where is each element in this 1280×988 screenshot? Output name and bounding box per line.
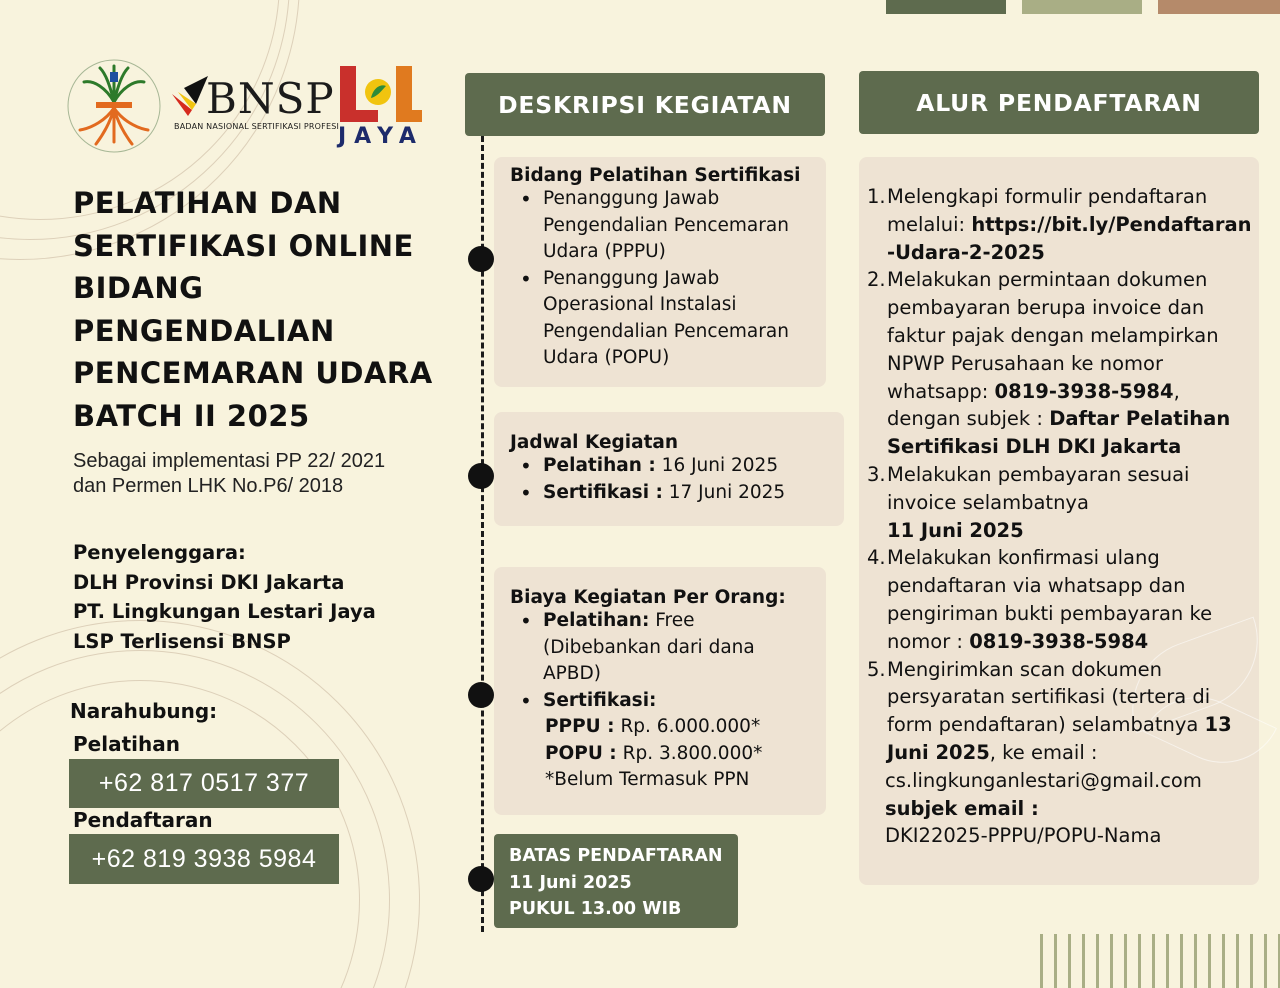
top-strip-light bbox=[1022, 0, 1142, 14]
timeline-dot bbox=[468, 463, 494, 489]
pppu-label: PPPU : bbox=[545, 716, 615, 737]
step-item bbox=[867, 183, 1259, 266]
list-item bbox=[510, 608, 816, 688]
whatsapp-number[interactable]: 0819-3938-5984 bbox=[994, 379, 1174, 403]
step-number: 4. bbox=[867, 546, 886, 570]
registration-flow-header: ALUR PENDAFTARAN bbox=[859, 71, 1259, 134]
cost-list bbox=[510, 608, 816, 794]
schedule-cert-date: 17 Juni 2025 bbox=[668, 481, 786, 503]
contact-registration-phone[interactable]: +62 819 3938 5984 bbox=[69, 834, 339, 884]
price-row bbox=[545, 741, 816, 768]
llj-logo-text: JAYA bbox=[338, 124, 424, 149]
schedule-training-date: 16 Juni 2025 bbox=[661, 455, 779, 476]
schedule-cert-label: Sertifikasi : bbox=[543, 481, 663, 503]
email-subject-label: subjek email : bbox=[885, 796, 1039, 820]
schedule-training-label: Pelatihan : bbox=[543, 455, 656, 476]
field-list bbox=[510, 186, 816, 372]
cost-training-value: Free (Dibebankan dari dana APBD) bbox=[543, 610, 755, 684]
llj-logo bbox=[338, 66, 422, 126]
organizer-item: PT. Lingkungan Lestari Jaya bbox=[73, 600, 376, 623]
organizer-label: Penyelenggara: bbox=[73, 541, 246, 564]
title-line: PELATIHAN DAN bbox=[73, 186, 342, 220]
bnsp-logo-subtitle: BADAN NASIONAL SERTIFIKASI PROFESI bbox=[174, 122, 340, 131]
step-text: , ke email : bbox=[989, 740, 1098, 764]
payment-deadline: 11 Juni 2025 bbox=[887, 518, 1024, 542]
contact-training-label: Pelatihan bbox=[73, 732, 180, 756]
dlh-logo bbox=[66, 58, 162, 154]
organizer-item: DLH Provinsi DKI Jakarta bbox=[73, 570, 345, 594]
list-item bbox=[510, 453, 834, 480]
registration-steps bbox=[867, 183, 1259, 850]
bnsp-mark-icon bbox=[170, 74, 210, 118]
deadline-line: 11 Juni 2025 bbox=[509, 872, 632, 893]
subtitle-line: dan Permen LHK No.P6/ 2018 bbox=[73, 475, 344, 497]
title-line: PENCEMARAN UDARA bbox=[73, 356, 433, 390]
organizer-block bbox=[73, 538, 376, 656]
timeline-dot bbox=[468, 682, 494, 708]
deadline-box bbox=[494, 834, 738, 928]
step-number: 2. bbox=[867, 268, 886, 292]
contact-registration-label: Pendaftaran bbox=[73, 808, 213, 832]
contact-label: Narahubung: bbox=[70, 699, 218, 723]
step-text: Melengkapi formulir pendaftaran melalui: bbox=[887, 185, 1208, 236]
field-card-title: Bidang Pelatihan Sertifikasi bbox=[510, 165, 801, 186]
step-text: , dengan subjek : bbox=[887, 379, 1180, 431]
step-item bbox=[867, 266, 1259, 461]
schedule-card bbox=[494, 412, 844, 526]
step-text: Melakukan konfirmasi ulang pendaftaran via whatsapp dan pengiriman bukti pembayaran ke nomor : bbox=[887, 546, 1213, 653]
schedule-list bbox=[510, 453, 834, 506]
step-item bbox=[867, 461, 1259, 544]
top-strip-brown bbox=[1158, 0, 1280, 14]
decorative-stripes bbox=[1040, 934, 1280, 988]
deadline-line: BATAS PENDAFTARAN bbox=[509, 846, 723, 866]
document-deadline: 13 Juni 2025 bbox=[887, 713, 1232, 764]
cost-cert-label: Sertifikasi: bbox=[543, 689, 657, 711]
list-item bbox=[510, 480, 834, 507]
step-number: 5. bbox=[867, 657, 886, 681]
step-item bbox=[867, 544, 1259, 655]
schedule-card-title: Jadwal Kegiatan bbox=[510, 432, 679, 453]
bnsp-logo-text: BNSP bbox=[206, 74, 335, 123]
list-item: • Penanggung Jawab Pengendalian Pencemaran Udara (PPPU) bbox=[510, 186, 816, 266]
registration-link[interactable]: https://bit.ly/Pendaftaran-Udara-2-2025 bbox=[887, 212, 1252, 264]
step-number: 1. bbox=[867, 185, 886, 208]
field-card bbox=[494, 157, 826, 387]
title-line: SERTIFIKASI ONLINE bbox=[73, 228, 414, 263]
confirmation-number[interactable]: 0819-3938-5984 bbox=[969, 629, 1149, 653]
step-text: Mengirimkan scan dokumen persyaratan sertifikasi (tertera di form pendaftaran) selambatnya bbox=[887, 657, 1211, 737]
popu-price: Rp. 3.800.000* bbox=[622, 742, 763, 764]
step-text: Melakukan permintaan dokumen pembayaran berupa invoice dan faktur pajak dengan melampirkan NPWP Perusahaan ke nomor whatsapp: bbox=[887, 268, 1219, 403]
top-strip-dark bbox=[886, 0, 1006, 14]
cost-card-title: Biaya Kegiatan Per Orang: bbox=[510, 587, 786, 608]
organizer-item: LSP Terlisensi BNSP bbox=[73, 629, 291, 653]
cost-training-label: Pelatihan: bbox=[543, 610, 650, 631]
timeline-dot bbox=[468, 866, 494, 892]
contact-training-phone[interactable]: +62 817 0517 377 bbox=[69, 759, 339, 808]
title-line: PENGENDALIAN bbox=[73, 313, 335, 348]
timeline-dot bbox=[468, 246, 494, 272]
main-title bbox=[73, 182, 453, 437]
deadline-line: PUKUL 13.00 WIB bbox=[509, 899, 682, 919]
price-row bbox=[545, 714, 816, 741]
description-header: DESKRIPSI KEGIATAN bbox=[465, 73, 825, 136]
title-line: BIDANG bbox=[73, 271, 204, 305]
subtitle-line: Sebagai implementasi PP 22/ 2021 bbox=[73, 450, 386, 472]
step-item bbox=[867, 656, 1259, 851]
price-note: *Belum Termasuk PPN bbox=[545, 769, 750, 790]
step-text: Melakukan pembayaran sesuai invoice selambatnya bbox=[887, 462, 1190, 514]
popu-label: POPU : bbox=[545, 742, 617, 764]
whatsapp-subject: Daftar Pelatihan Sertifikasi DLH DKI Jakarta bbox=[887, 407, 1231, 459]
contact-email[interactable]: cs.lingkunganlestari@gmail.com bbox=[885, 768, 1202, 792]
list-item bbox=[510, 688, 816, 794]
title-line: BATCH II 2025 bbox=[73, 398, 310, 433]
email-subject: DKI22025-PPPU/POPU-Nama bbox=[885, 824, 1162, 848]
pppu-price: Rp. 6.000.000* bbox=[620, 716, 761, 737]
subtitle bbox=[73, 449, 443, 499]
cost-card bbox=[494, 567, 826, 815]
list-item: • Penanggung Jawab Operasional Instalasi Pengendalian Pencemaran Udara (POPU) bbox=[510, 266, 816, 372]
step-number: 3. bbox=[867, 462, 886, 486]
